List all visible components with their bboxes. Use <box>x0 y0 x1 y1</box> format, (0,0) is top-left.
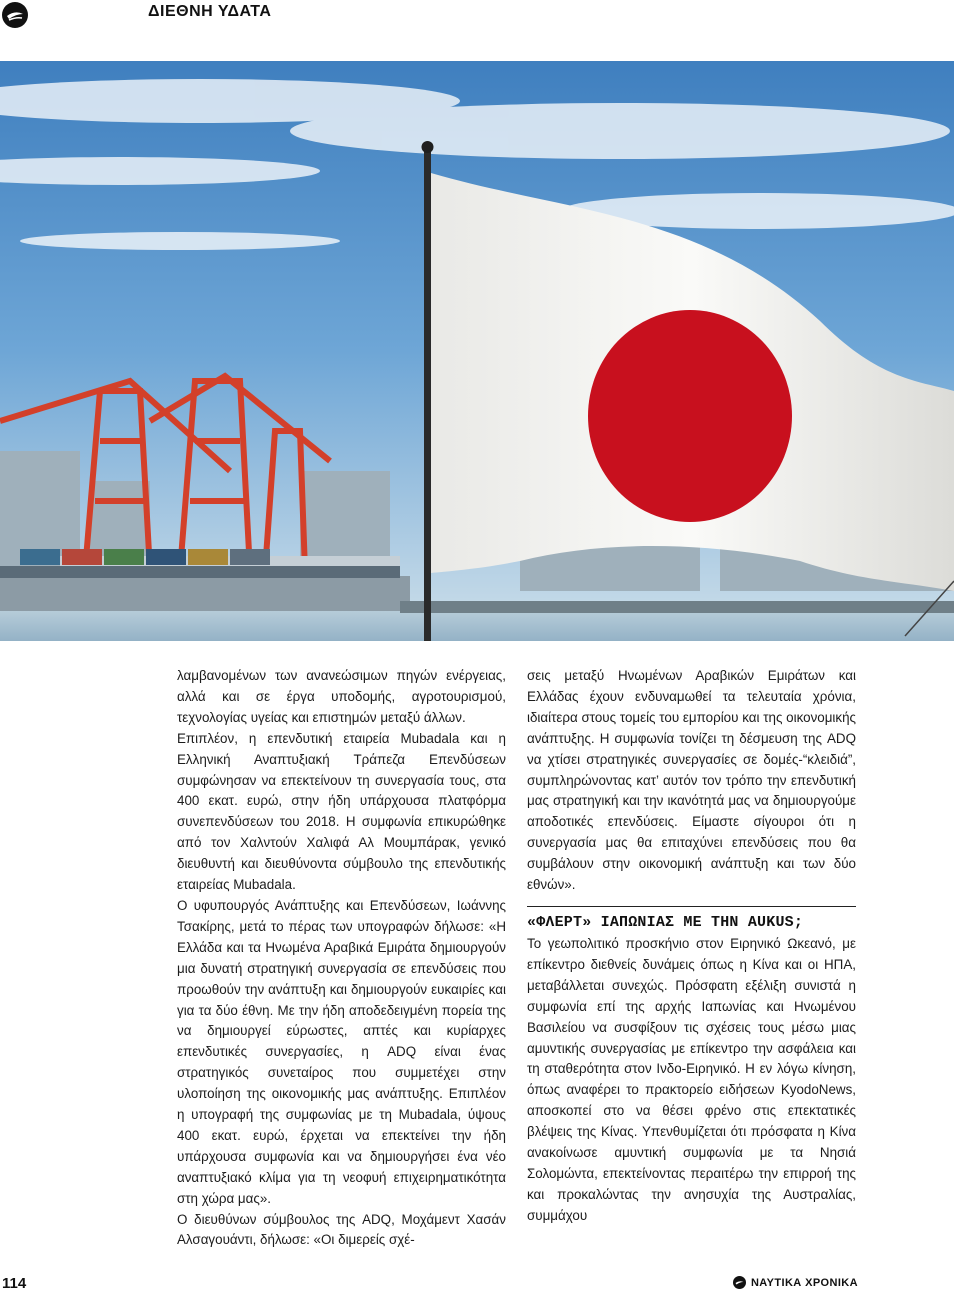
article-column-left <box>177 666 506 1251</box>
page-number: 114 <box>2 1275 27 1292</box>
subheading: «ΦΛΕΡΤ» ΙΑΠΩΝΙΑΣ ΜΕ ΤΗΝ AUKUS; <box>527 906 856 934</box>
footer-brand <box>733 1276 858 1289</box>
flag-red-disc <box>588 310 792 522</box>
brand-logo-icon <box>733 1276 746 1289</box>
paragraph: Ο διευθύνων σύμβουλος της ADQ, Μοχάμεντ Χασάν Αλσαγουάντι, δήλωσε: «Οι διμερείς σχέ- <box>177 1211 506 1248</box>
paragraph: Ο υφυπουργός Ανάπτυξης και Επενδύσεων, Ιωάννης Τσακίρης, μετά το πέρας των υπογραφών δήλωσε: «Η Ελλάδα και τα Ηνωμένα Αραβικά Εμιράτα δημιουργούν μια δυνατή στρατηγική συνεργασία σε επενδύσεις που προωθούν την ανάπτυξη και δημιουργούν ευκαιρίες και για τα δύο έθνη. Με την ήδη αποδεδειγμένη πορεία της να δημιουργεί εύρωστες, απτές και κυρίαρχες επενδυτικές συνεργασίες, η ADQ είναι ένας στρατηγικός συνεταίρος που συμμετέχει στην υλοποίηση της οικονομικής μας ανάπτυξης. Επιπλέον η υπογραφή της συμφωνίας με τη Mubadala, ύψους 400 εκατ. ευρώ, έρχεται να επεκτείνει την ήδη υπάρχουσα συμφωνία και να δημιουργήσει ένα νέο αναπτυξιακό κλίμα για τη νεοφυή επιχειρηματικότητα στη χώρα μας». <box>177 897 506 1206</box>
magazine-logo-icon <box>2 2 28 28</box>
paragraph: Επιπλέον, η επενδυτική εταιρεία Mubadala και η Ελληνική Αναπτυξιακή Τράπεζα Επενδύσεων συμφώνησαν να επεκτείνουν τη συνεργασία τους, στα 400 εκατ. ευρώ, στην ήδη υπάρχουσα πλατφόρμα συνεπενδύσεων του 2018. Η συμφωνία επικυρώθηκε από τον Χαλντούν Χαλιφά Αλ Μουμπάρακ, γενικό διευθυντή και διευθύνοντα σύμβουλο της επενδυτικής εταιρείας Mubadala. <box>177 730 506 893</box>
paragraph: λαμβανομένων των ανανεώσιμων πηγών ενέργειας, αλλά και σε έργα υποδομής, αγροτουρισμού, τεχνολογίας υγείας και επιστημών μεταξύ άλλων. <box>177 668 506 725</box>
section-title: ΔΙΕΘΝΗ ΥΔΑΤΑ <box>148 3 272 20</box>
brand-name: ΝΑΥΤΙΚΑ ΧΡΟΝΙΚΑ <box>750 1276 858 1289</box>
hero-photo <box>0 61 954 641</box>
paragraph: Το γεωπολιτικό προσκήνιο στον Ειρηνικό Ωκεανό, με επίκεντρο διεθνείς δυνάμεις όπως η Κίνα και οι ΗΠΑ, μεταβάλλεται συνεχώς. Πρόσφατη εξέλιξη συνιστά η συμφωνία επί της αρχής Ιαπωνίας και Ηνωμένου Βασιλείου να συσφίξουν τις σχέσεις τους μέσω μιας αμυντικής συνεργασίας με επίκεντρο την ασφάλεια και τη σταθερότητα στον Ινδο-Ειρηνικό. Η εν λόγω κίνηση, όπως αναφέρει το πρακτορείο ειδήσεων KyodoNews, αποσκοπεί στο να θέσει φρένο στις επεκτατικές βλέψεις της Κίνας. Υπενθυμίζεται ότι πρόσφατα η Κίνα ανακοίνωσε αμυντική συμφωνία με τα Νησιά Σολομώντα, επεκτείνοντας περαιτέρω την επιρροή της και προκαλώντας την ανησυχία της Αυστραλίας, συμμάχου <box>527 935 856 1223</box>
paragraph: σεις μεταξύ Ηνωμένων Αραβικών Εμιράτων και Ελλάδας έχουν ενδυναμωθεί τα τελευταία χρόνια, ιδιαίτερα στους τομείς του εμπορίου και της οικονομικής ανάπτυξης. Η συμφωνία τονίζει τη δέσμευση της ADQ να χτίσει στρατηγικές συνεργασίες σε δομές-“κλειδιά”, συμπληρώνοντας κατ’ αυτόν τον τρόπο την επενδυτική μας στρατηγική και την ικανότητά μας να δημιουργούμε αποδοτικές επενδύσεις. Είμαστε σίγουροι ότι η συνεργασία μας θα επιταχύνει επενδύσεις που θα συμβάλουν στην οικονομική ανάπτυξη και των δύο εθνών». <box>527 668 856 893</box>
article-column-right <box>527 666 856 1227</box>
